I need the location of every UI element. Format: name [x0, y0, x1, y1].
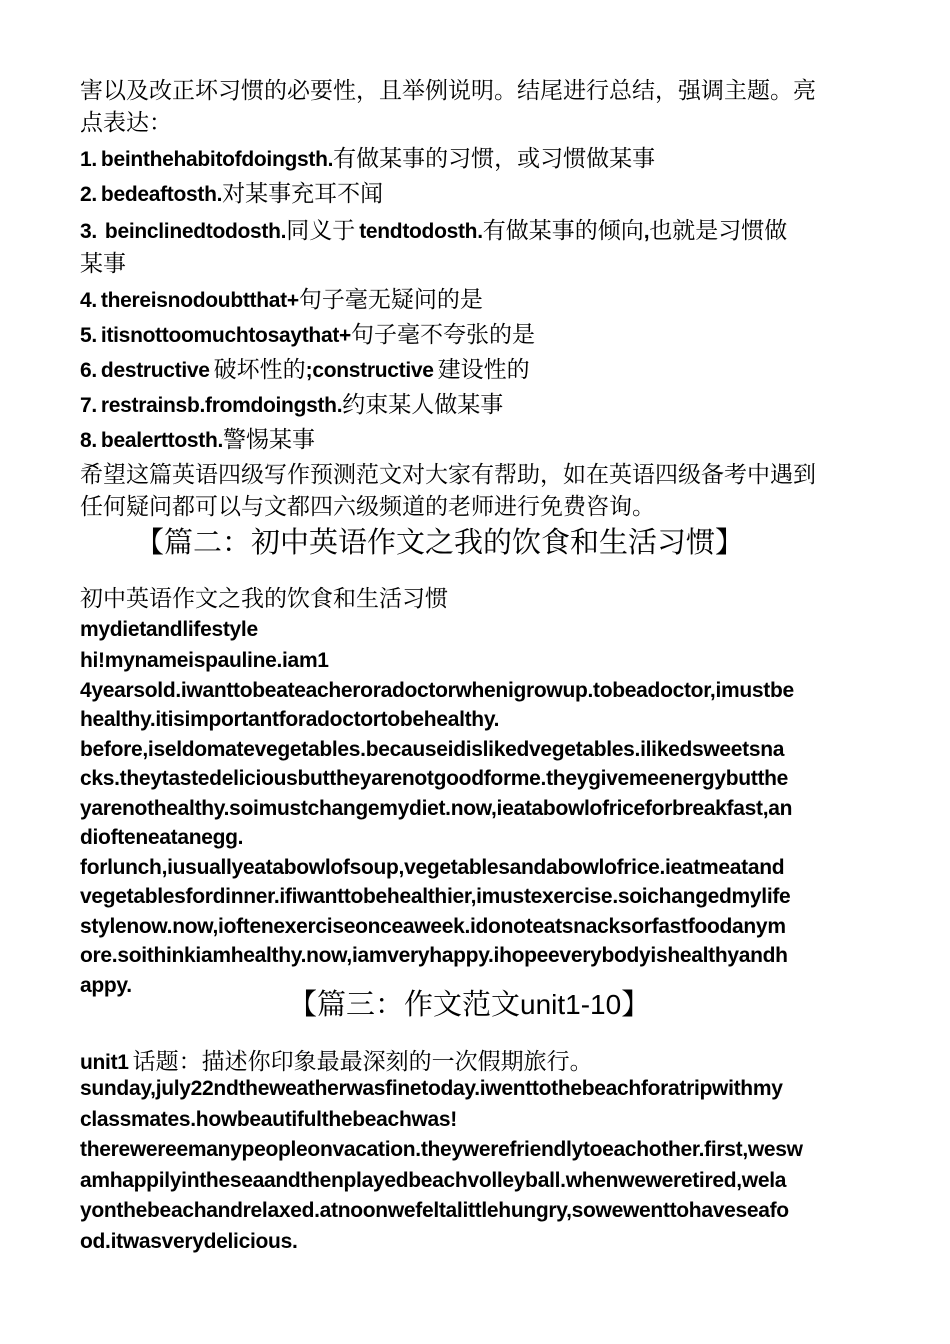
expression-item-3 — [80, 212, 787, 245]
closing-line-2: 任何疑问都可以与文都四六级频道的老师进行免费咨询。 — [80, 494, 655, 520]
item-chinese: 有做某事的习惯，或习惯做某事 — [333, 146, 656, 172]
essay-line: stylenow.now,ioftenexerciseonceaweek.idonoteatsnacksorfastfoodanym — [80, 914, 786, 938]
essay-line: classmates.howbeautifulthebeachwas! — [80, 1107, 457, 1131]
essay-line: hi!mynameispauline.iam1 — [80, 649, 329, 672]
item-chinese: 约束某人做某事 — [342, 392, 504, 418]
essay-line: forlunch,iusuallyeatabowlofsoup,vegetablesandabowlofrice.ieatmeatand — [80, 855, 785, 879]
item-english: bedeaftosth. — [100, 183, 223, 206]
item-number: 8. — [80, 429, 97, 452]
item-english: restrainsb.fromdoingsth. — [100, 394, 343, 417]
item-chinese: 句子毫不夸张的是 — [350, 322, 535, 348]
intro-line-1: 害以及改正坏习惯的必要性，且举例说明。结尾进行总结，强调主题。亮 — [80, 78, 816, 104]
item-chinese: 破坏性的 — [213, 357, 306, 383]
item-number: 5. — [80, 324, 97, 347]
essay-line: vegetablesfordinner.ifiwanttobehealthier,imustexercise.soichangedmylife — [80, 885, 791, 908]
unit-1-topic — [80, 1043, 593, 1076]
section-2-heading: 【篇二：初中英语作文之我的饮食和生活习惯】 — [135, 525, 745, 559]
essay-line: diofteneatanegg. — [80, 826, 244, 849]
essay-line: appy. — [80, 973, 132, 997]
item-english: beinclinedtodosth. — [104, 220, 287, 243]
section-2-essay — [80, 646, 880, 1000]
item-number: 6. — [80, 359, 97, 382]
item-number: 2. — [80, 183, 97, 206]
essay-line: yarenothealthy.soimustchangemydiet.now,ieatabowlofriceforbreakfast,an — [80, 796, 793, 820]
section-2-english-title: mydietandlifestyle — [80, 618, 258, 641]
item-english: thereisnodoubtthat+ — [100, 289, 299, 312]
item-number: 7. — [80, 394, 97, 417]
heading-suffix: 】 — [621, 987, 651, 1021]
essay-line: cks.theytastedeliciousbuttheyarenotgoodforme.theygivemeenergybutthe — [80, 767, 789, 790]
item-chinese-2: 有做某事的倾向 — [482, 218, 644, 244]
essay-line: sunday,july22ndtheweatherwasfinetoday.iwenttothebeachforatripwithmy — [80, 1077, 783, 1100]
essay-line: therewereemanypeopleonvacation.theywerefriendlytoeachother.first,wesw — [80, 1138, 803, 1161]
item-chinese: 对某事充耳不闻 — [222, 181, 384, 207]
expression-item-3-cont: 某事 — [80, 251, 126, 277]
item-english: bealerttosth. — [100, 429, 224, 452]
item-english-3: , — [643, 220, 650, 243]
unit-topic: 话题：描述你印象最最深刻的一次假期旅行。 — [132, 1049, 593, 1075]
expression-item-4 — [80, 281, 483, 314]
essay-line: ore.soithinkiamhealthy.now,iamveryhappy.ihopeeverybodyishealthyandh — [80, 944, 788, 967]
essay-line: healthy.itisimportantforadoctortobehealthy. — [80, 708, 500, 731]
item-chinese: 同义于 — [286, 218, 356, 244]
expression-item-7 — [80, 386, 503, 419]
item-english-2: ;constructive — [305, 359, 434, 382]
expression-item-6 — [80, 351, 530, 384]
heading-prefix: 【篇三：作文范文 — [288, 987, 521, 1021]
item-chinese: 句子毫无疑问的是 — [298, 287, 483, 313]
unit-label: unit1 — [80, 1051, 129, 1074]
item-english-2: tendtodosth. — [359, 220, 483, 243]
expression-item-8 — [80, 421, 315, 454]
section-3-essay — [80, 1074, 880, 1257]
essay-line: amhappilyintheseaandthenplayedbeachvolleyball.whenweweretired,wela — [80, 1168, 787, 1192]
expression-item-5 — [80, 316, 535, 349]
item-chinese-2: 建设性的 — [437, 357, 530, 383]
closing-line-1: 希望这篇英语四级写作预测范文对大家有帮助，如在英语四级备考中遇到 — [80, 462, 816, 488]
expression-item-1 — [80, 140, 655, 173]
item-number: 3. — [80, 220, 97, 243]
section-3-heading — [288, 982, 650, 1023]
essay-line: yonthebeachandrelaxed.atnoonwefeltalittlehungry,sowewenttohaveseafo — [80, 1199, 789, 1222]
item-english: destructive — [100, 359, 210, 382]
heading-english: unit1-10 — [520, 989, 622, 1020]
section-2-subtitle: 初中英语作文之我的饮食和生活习惯 — [80, 586, 448, 612]
expression-item-2 — [80, 175, 383, 208]
essay-line: od.itwasverydelicious. — [80, 1229, 298, 1253]
item-chinese-3: 也就是习惯做 — [649, 218, 788, 244]
essay-line: 4yearsold.iwanttobeateacheroradoctorwhenigrowup.tobeadoctor,imustbe — [80, 678, 794, 702]
essay-line: before,iseldomatevegetables.becauseidislikedvegetables.ilikedsweetsna — [80, 737, 785, 761]
item-number: 1. — [80, 148, 97, 171]
item-chinese: 警惕某事 — [223, 427, 316, 453]
intro-line-2: 点表达： — [80, 110, 172, 136]
item-english: itisnottoomuchtosaythat+ — [100, 324, 351, 347]
item-english: beinthehabitofdoingsth. — [100, 148, 334, 171]
item-number: 4. — [80, 289, 97, 312]
